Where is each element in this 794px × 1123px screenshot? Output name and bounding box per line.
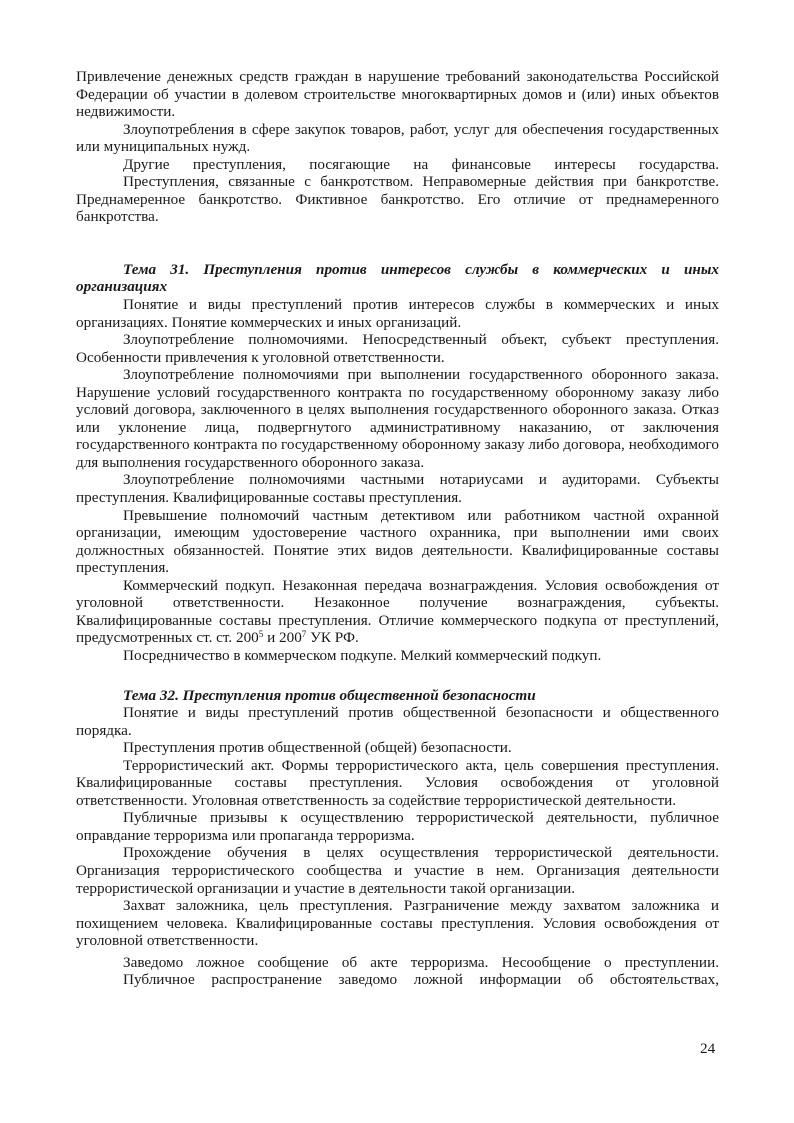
paragraph-text: Коммерческий подкуп. Незаконная передача вознаграждения. Условия освобождения от уголовной ответственности. Незаконное получение вознаграждения, субъекты. Квалифицированные составы преступления. Отличие коммерческого подкупа от преступлений, предусмотренных ст. ст. 200 [76,576,719,647]
paragraph: Преступления, связанные с банкротством. Неправомерные действия при банкротстве. [123,173,719,191]
paragraph-text: и 200 [263,629,302,647]
paragraph: Злоупотребление полномочиями. Непосредственный объект, субъект преступления. Особенности привлечения к уголовной ответственности. [76,331,719,366]
paragraph-text: УК РФ. [306,629,359,647]
paragraph: Публичные призывы к осуществлению террористической деятельности, публичное оправдание терроризма или пропаганда терроризма. [76,809,719,844]
paragraph: Захват заложника, цель преступления. Разграничение между захватом заложника и похищением человека. Квалифицированные составы преступления. Условия освобождения от уголовной ответственности. [76,897,719,950]
paragraph: Другие преступления, посягающие на финансовые интересы государства. [123,155,719,173]
topic-32-heading: Тема 32. Преступления против общественной безопасности [123,686,536,704]
paragraph: Злоупотребление полномочиями частными нотариусами и аудиторами. Субъекты преступления. Квалифицированные составы преступления. [76,471,719,507]
paragraph: Публичное распространение заведомо ложной информации об обстоятельствах, [123,971,719,989]
paragraph: Превышение полномочий частным детективом или работником частной охранной организации, имеющим удостоверение частного охранника, при выполнении ими своих должностных обязанностей. Понятие этих видов деятельности. Квалифицированные составы преступления. [76,506,719,577]
superscript: 5 [258,629,264,640]
superscript: 7 [301,629,307,640]
paragraph: Преднамеренное банкротство. Фиктивное банкротство. Его отличие от преднамеренного банкротства. [76,190,719,226]
paragraph: Привлечение денежных средств граждан в нарушение требований законодательства Российской Федерации об участии в долевом строительстве многоквартирных домов и (или) иных объектов недвижимости. [76,68,719,121]
paragraph: Понятие и виды преступлений против интересов службы в коммерческих и иных организациях. Понятие коммерческих и иных организаций. [76,296,719,331]
paragraph: Заведомо ложное сообщение об акте терроризма. Несообщение о преступлении. [123,953,719,971]
paragraph: Прохождение обучения в целях осуществления террористической деятельности. Организация террористического сообщества и участие в нем. Организация деятельности террористической организации и участие в деятельности такой организации. [76,844,719,897]
topic-31-heading: Тема 31. Преступления против интересов службы в коммерческих и иных организациях [76,260,719,296]
paragraph: Посредничество в коммерческом подкупе. Мелкий коммерческий подкуп. [123,646,602,664]
document-page [76,68,719,989]
paragraph: Преступления против общественной (общей) безопасности. [123,739,512,757]
paragraph: Злоупотребление полномочиями при выполнении государственного оборонного заказа. Нарушение условий государственного контракта по государственному оборонному заказу либо условий договора, заключенного в целях выполнения государственного оборонного заказа. Отказ или уклонение лица, подвергнутого административному наказанию, от заключения государственного контракта по государственному оборонному заказу либо договора, необходимого для выполнения государственного оборонного заказа. [76,366,719,471]
commercial-bribery-paragraph [76,577,719,647]
paragraph: Понятие и виды преступлений против общественной безопасности и общественного порядка. [76,704,719,739]
paragraph: Злоупотребления в сфере закупок товаров, работ, услуг для обеспечения государственных или муниципальных нужд. [76,120,719,156]
paragraph: Террористический акт. Формы террористического акта, цель совершения преступления. Квалифицированные составы преступления. Условия освобождения от уголовной ответственности. Уголовная ответственность за содействие террористической деятельности. [76,756,719,809]
page-number: 24 [700,1040,716,1057]
